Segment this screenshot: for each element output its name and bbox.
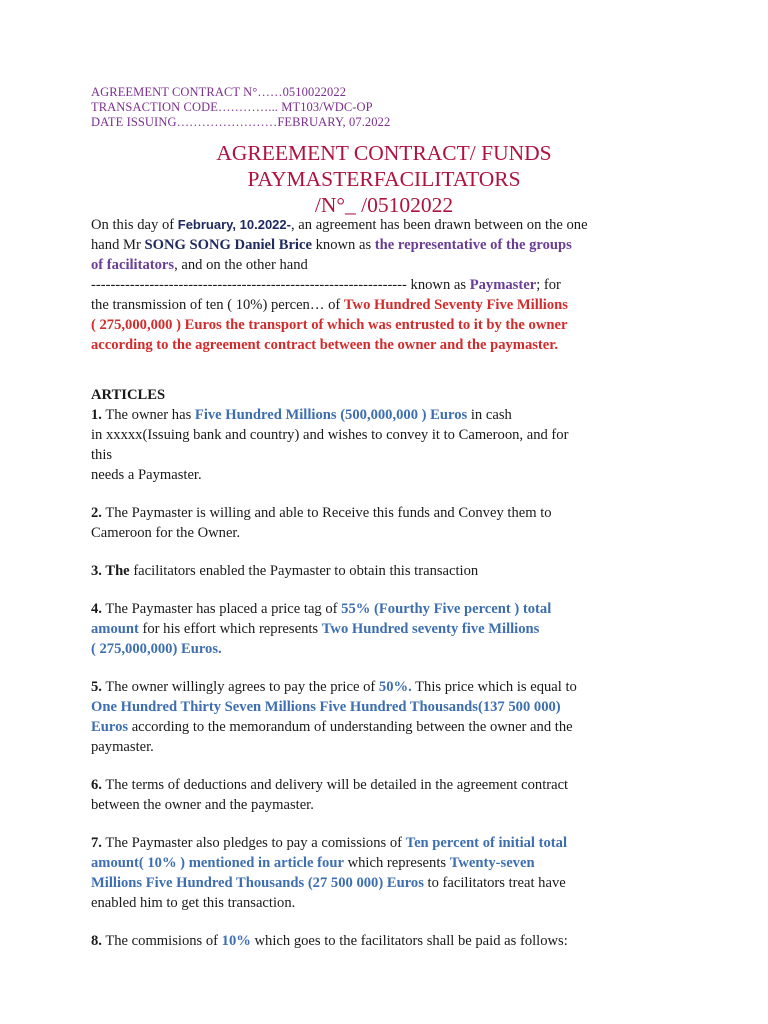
intro-text: ----------------------------------------------------------------- known as — [91, 277, 470, 293]
amount-text: One Hundred Thirty Seven Millions Five Hundred Thousands(137 500 000) — [91, 699, 561, 715]
amount-text: Twenty-seven — [449, 855, 535, 871]
article-text: The owner willingly agrees to pay the price of — [101, 679, 379, 695]
amount-text: 10% — [221, 933, 251, 949]
transaction-code: TRANSACTION CODE…………... MT103/WDC-OP — [91, 100, 373, 114]
intro-text: , and on the other hand — [174, 257, 308, 273]
amount-text: amount — [91, 621, 139, 637]
article-number: 5. — [91, 679, 102, 695]
article-number: 8. — [91, 933, 102, 949]
amount-text: Five Hundred Millions (500,000,000 ) Euros — [194, 407, 468, 423]
article-7 — [91, 833, 691, 913]
article-text: enabled him to get this transaction. — [91, 895, 296, 911]
agreement-date: February, 10.2022- — [177, 217, 291, 232]
intro-text: On this day of — [91, 217, 178, 233]
article-2 — [91, 503, 691, 543]
intro-text: hand Mr — [91, 237, 145, 253]
article-text: needs a Paymaster. — [91, 467, 202, 483]
amount-text: 55% (Fourthy Five percent ) total — [341, 601, 552, 617]
intro-text: the transmission of ten ( 10%) percen… of — [91, 297, 344, 313]
date-issuing: DATE ISSUING……………………FEBRUARY, 07.2022 — [91, 115, 391, 129]
articles-section — [91, 385, 691, 951]
intro-text: , an agreement has been drawn between on the one — [290, 217, 588, 233]
article-text: for his effort which represents — [138, 621, 322, 637]
article-text: in xxxxx(Issuing bank and country) and wishes to convey it to Cameroon, and for — [91, 427, 569, 443]
amount-text: Two Hundred Seventy Five Millions — [343, 297, 568, 313]
article-8 — [91, 931, 691, 951]
title-line-3: /N°_ /05102022 — [314, 193, 454, 217]
contract-number: AGREEMENT CONTRACT N°……0510022022 — [91, 85, 347, 99]
articles-heading: ARTICLES — [91, 387, 166, 403]
amount-text: 50%. — [378, 679, 412, 695]
article-text: The commisions of — [101, 933, 222, 949]
representative-role: the representative of the groups — [374, 237, 572, 253]
amount-text: ( 275,000,000 ) Euros the transport of which was entrusted to it by the owner — [91, 317, 568, 333]
title-line-1: AGREEMENT CONTRACT/ FUNDS — [216, 141, 552, 165]
article-number: 3. The — [91, 563, 130, 579]
article-4 — [91, 599, 691, 659]
article-5 — [91, 677, 691, 757]
representative-name: SONG SONG Daniel Brice — [144, 237, 312, 253]
article-text: The terms of deductions and delivery will be detailed in the agreement contract — [101, 777, 569, 793]
amount-text: according to the agreement contract between the owner and the paymaster. — [91, 337, 559, 353]
article-text: in cash — [467, 407, 512, 423]
amount-text: Millions Five Hundred Thousands (27 500 000) Euros — [91, 875, 424, 891]
article-number: 1. — [91, 407, 102, 423]
article-text: The Paymaster has placed a price tag of — [101, 601, 342, 617]
article-text: paymaster. — [91, 739, 154, 755]
intro-text: known as — [311, 237, 375, 253]
representative-role: of facilitators — [91, 257, 175, 273]
article-number: 7. — [91, 835, 102, 851]
amount-text: Ten percent of initial total — [405, 835, 568, 851]
title-line-2: PAYMASTERFACILITATORS — [247, 167, 521, 191]
article-number: 6. — [91, 777, 102, 793]
article-text: The Paymaster also pledges to pay a comissions of — [101, 835, 406, 851]
amount-text: Euros — [91, 719, 129, 735]
article-3 — [91, 561, 691, 581]
article-1 — [91, 405, 691, 485]
article-text: This price which is equal to — [411, 679, 577, 695]
article-text: The Paymaster is willing and able to Receive this funds and Convey them to — [101, 505, 552, 521]
amount-text: ( 275,000,000) Euros. — [91, 641, 222, 657]
amount-text: Two Hundred seventy five Millions — [321, 621, 540, 637]
article-text: according to the memorandum of understanding between the owner and the — [128, 719, 573, 735]
article-text: which represents — [343, 855, 450, 871]
article-number: 4. — [91, 601, 102, 617]
article-text: which goes to the facilitators shall be paid as follows: — [250, 933, 568, 949]
intro-text: ; for — [536, 277, 561, 293]
article-6 — [91, 775, 691, 815]
amount-text: amount( 10% ) mentioned in article four — [91, 855, 344, 871]
article-text: this — [91, 447, 113, 463]
article-text: The owner has — [101, 407, 195, 423]
article-number: 2. — [91, 505, 102, 521]
article-text: Cameroon for the Owner. — [91, 525, 241, 541]
paymaster-label: Paymaster — [469, 277, 537, 293]
intro-paragraph — [91, 215, 691, 355]
article-text: between the owner and the paymaster. — [91, 797, 314, 813]
article-text: to facilitators treat have — [423, 875, 566, 891]
article-text: facilitators enabled the Paymaster to obtain this transaction — [129, 563, 479, 579]
